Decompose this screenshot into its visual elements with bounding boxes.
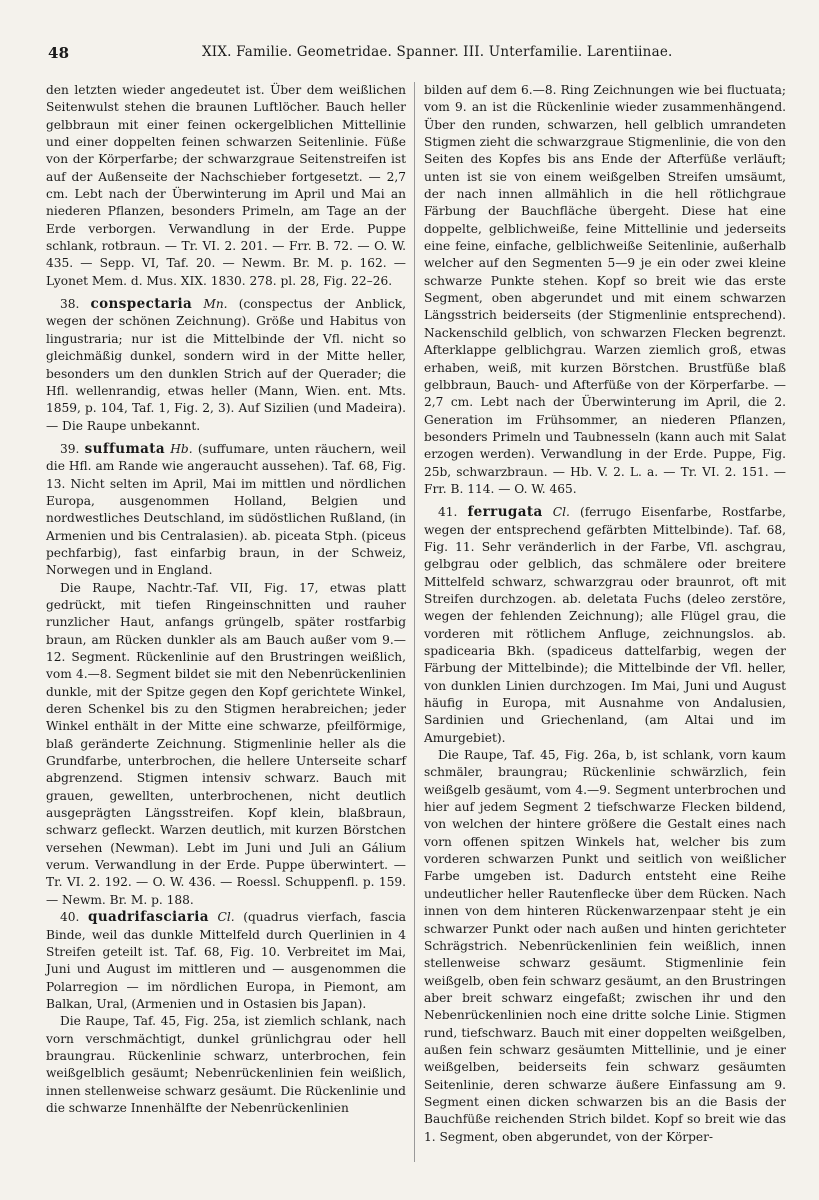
species-author: Hb. [170,441,193,456]
left-column [46,82,406,1117]
species-entry [424,504,786,747]
column-divider [414,82,415,1162]
species-name: conspectaria [90,296,193,313]
species-name: suffumata [84,440,166,457]
species-author: Cl. [552,505,570,520]
species-name: ferrugata [467,504,543,521]
species-name: quadrifasciaria [88,909,209,926]
species-entry [46,909,406,1013]
paragraph: Die Raupe, Nachtr.-Taf. VII, Fig. 17, etwas platt gedrückt, mit tiefen Ringeinschnitten und rauher runzlicher Haut, anfangs grüngelb, später rostfarbig braun, am Rücken dunkler als am Bauch außer vom 9.—12. Segment. Rückenlinie auf den Brustringen weißlich, vom 4.—8. Segment bildet sie mit den Nebenrückenlinien dunkle, mit der Spitze gegen den Kopf gerichtete Winkel, deren Schenkel bis zu den Stigmen herabreichen; jeder Winkel enthält in der Mitte eine schwarze, pfeilförmige, blaß geränderte Zeichnung. Stigmenlinie heller als die Grundfarbe, unterbrochen, die hellere Unterseite scharf abgrenzend. Stigmen intensiv schwarz. Bauch mit grauen, gewellten, unterbrochenen, nicht deutlich ausgeprägten Längsstreifen. Kopf klein, blaßbraun, schwarz gefleckt. Warzen deutlich, mit kurzen Börstchen versehen (Newman). Lebt im Juni und Juli an Gálium verum. Verwandlung in der Erde. Puppe überwintert. — Tr. VI. 2. 192. — O. W. 436. — Roessl. Schuppenfl. p. 159. — Newm. Br. M. p. 188. [46,580,406,907]
species-author: Mn. [203,297,228,312]
paragraph: bilden auf dem 6.—8. Ring Zeichnungen wie bei fluctuata; vom 9. an ist die Rückenlinie wieder zusammenhängend. Über den runden, schwarzen, hell gelblich umrandeten Stigmen zieht die schwarzgraue Stigmenlinie, die von den Seiten des Kopfes bis ans Ende der Afterfüße verläuft; unten ist sie von einem weißgelben Streifen umsäumt, der nach innen allmählich in die hell rötlichgraue Färbung der Bauchfläche übergeht. Diese hat eine doppelte, gelblichweiße, feine Mittellinie und jederseits eine feine, einfache, gelblichweiße Seitenlinie, außerhalb welcher auf den Segmenten 5—9 je ein oder zwei kleine schwarze Punkte stehen. Kopf so breit wie das erste Segment, oben abgerundet und mit einem schwarzen Längsstrich beiderseits (der Stigmenlinie entsprechend). Nackenschild gelblich, von schwarzen Flecken begrenzt. Afterklappe gelblichgrau. Warzen ziemlich groß, etwas erhaben, weiß, mit kurzen Börstchen. Brustfüße blaß gelbbraun, Bauch- und Afterfüße von der Körperfarbe. — 2,7 cm. Lebt nach der Überwinterung im April, die 2. Generation im Frühsommer, an niederen Pflanzen, besonders Primeln und Taubnesseln (kann auch mit Salat erzogen werden). Verwandlung in der Erde. Puppe, Fig. 25b, schwarzbraun. — Hb. V. 2. L. a. — Tr. VI. 2. 151. — Frr. B. 114. — O. W. 465. [424,83,786,496]
running-title: XIX. Familie. Geometridae. Spanner. III. Unterfamilie. Larentiinae. [202,44,673,60]
paragraph: Die Raupe, Taf. 45, Fig. 25a, ist ziemlich schlank, nach vorn verschmächtigt, dunkel grünlichgrau oder hell braungrau. Rückenlinie schwarz, unterbrochen, fein weißgelblich gesäumt; Nebenrückenlinien fein weißlich, innen stellenweise schwarz gesäumt. Die Rückenlinie und die schwarze Innenhälfte der Nebenrückenlinien [46,1014,406,1115]
entry-number: 41. [438,505,458,520]
species-author: Cl. [217,910,235,925]
entry-text: (conspectus der Anblick, wegen der schönen Zeichnung). Größe und Habitus von lingustraria; nur ist die Mittelbinde der Vfl. nicht so gleichmäßig dunkel, sondern wird in der Mitte heller, besonders um den dunklen Strich auf der Querader; die Hfl. wellenrandig, etwas heller (Mann, Wien. ent. Mts. 1859, p. 104, Taf. 1, Fig. 2, 3). Auf Sizilien (und Madeira). — Die Raupe unbekannt. [46,297,406,433]
right-column [424,82,786,1146]
entry-number: 38. [60,297,80,312]
entry-text: (suffumare, unten räuchern, weil die Hfl. am Rande wie angeraucht aussehen). Taf. 68, Fig. 13. Nicht selten im April, Mai im mittlen und nördlichen Europa, ausgenommen Holland, Belgien und nordwestliches Deutschland, im südöstlichen Rußland, (in Armenien und bis Centralasien). ab. piceata Stph. (piceus pechfarbig), fast einfarbig braun, in der Schweiz, Norwegen und in England. [46,441,407,578]
entry-text: (ferrugo Eisenfarbe, Rostfarbe, wegen der entsprechend gefärbten Mittelbinde). Taf. 68, Fig. 11. Sehr veränderlich in der Farbe, Vfl. aschgrau, gelbgrau oder gelblich, das schmälere oder breitere Mittelfeld schwarz, schwarzgrau oder braunrot, oft mit Streifen durchzogen. ab. deletata Fuchs (deleo zerstöre, wegen der fehlenden Zeichnung); alle Flügel grau, die vorderen mit rötlichem Anfluge, zeichnungslos. ab. spadicearia Bkh. (spadiceus dattelfarbig, wegen der Färbung der Mittelbinde); die Mittelbinde der Vfl. heller, von dunklen Linien durchzogen. Im Mai, Juni und August häufig in Europa, mit Ausnahme von Andalusien, Sardinien und Griechenland, (am Altai und im Amurgebiet). [424,505,786,745]
page-number: 48 [48,44,70,62]
paragraph: Die Raupe, Taf. 45, Fig. 26a, b, ist schlank, vorn kaum schmäler, braungrau; Rückenlinie schwärzlich, fein weißgelb gesäumt, vom 4.—9. Segment unterbrochen und hier auf jedem Segment 2 tiefschwarze Flecken bildend, von welchen der hintere größere die Gestalt eines nach vorn offenen spitzen Winkels hat, welcher bis zum vorderen schwarzen Punkt und seitlich von weißlicher Farbe umgeben ist. Dadurch entsteht eine Reihe undeutlicher heller Rautenflecke über dem Rücken. Nach innen von dem hinteren Rückenwarzenpaar steht je ein schwarzer Punkt oder nach außen und hinten gerichteter Schrägstrich. Nebenrückenlinien fein weißlich, innen stellenweise schwarz gesäumt. Stigmenlinie fein weißgelb, oben fein schwarz gesäumt, an den Brustringen aber breit schwarz eingefaßt; zwischen ihr und den Nebenrückenlinien noch eine dritte solche Linie. Stigmen rund, tiefschwarz. Bauch mit einer doppelten weißgelben, außen fein schwarz gesäumten Mittellinie, und je einer weißgelben, beiderseits fein schwarz gesäumten Seitenlinie, deren schwarze äußere Einfassung am 9. Segment einen dicken schwarzen bis an die Basis der Bauchfüße reichenden Strich bildet. Kopf so breit wie das 1. Segment, oben abgerundet, von der Körper- [424,748,786,1144]
species-entry [46,441,406,580]
entry-number: 39. [60,441,80,456]
entry-number: 40. [60,910,80,925]
entry-text: (quadrus vierfach, fascia Binde, weil das dunkle Mittelfeld durch Querlinien in 4 Streifen geteilt ist. Taf. 68, Fig. 10. Verbreitet im Mai, Juni und August im mittleren und — ausgenommen die Polarregion — im nördlichen Europa, in Piemont, am Balkan, Ural, (Armenien und in Ostasien bis Japan). [46,910,407,1011]
paragraph: den letzten wieder angedeutet ist. Über dem weißlichen Seitenwulst stehen die braunen Luftlöcher. Bauch heller gelbbraun mit einer feinen ockergelblichen Mittellinie und einer doppelten feinen schwarzen Seitenlinie. Füße von der Körperfarbe; der schwarzgraue Seitenstreifen ist auf der Außenseite der Nachschieber fortgesetzt. — 2,7 cm. Lebt nach der Überwinterung im April und Mai an niederen Pflanzen, besonders Primeln, am Tage an der Erde verborgen. Verwandlung in der Erde. Puppe schlank, rotbraun. — Tr. VI. 2. 201. — Frr. B. 72. — O. W. 435. — Sepp. VI, Taf. 20. — Newm. Br. M. p. 162. — Lyonet Mem. d. Mus. XIX. 1830. 278. pl. 28, Fig. 22–26. [46,83,406,288]
species-entry [46,296,406,435]
